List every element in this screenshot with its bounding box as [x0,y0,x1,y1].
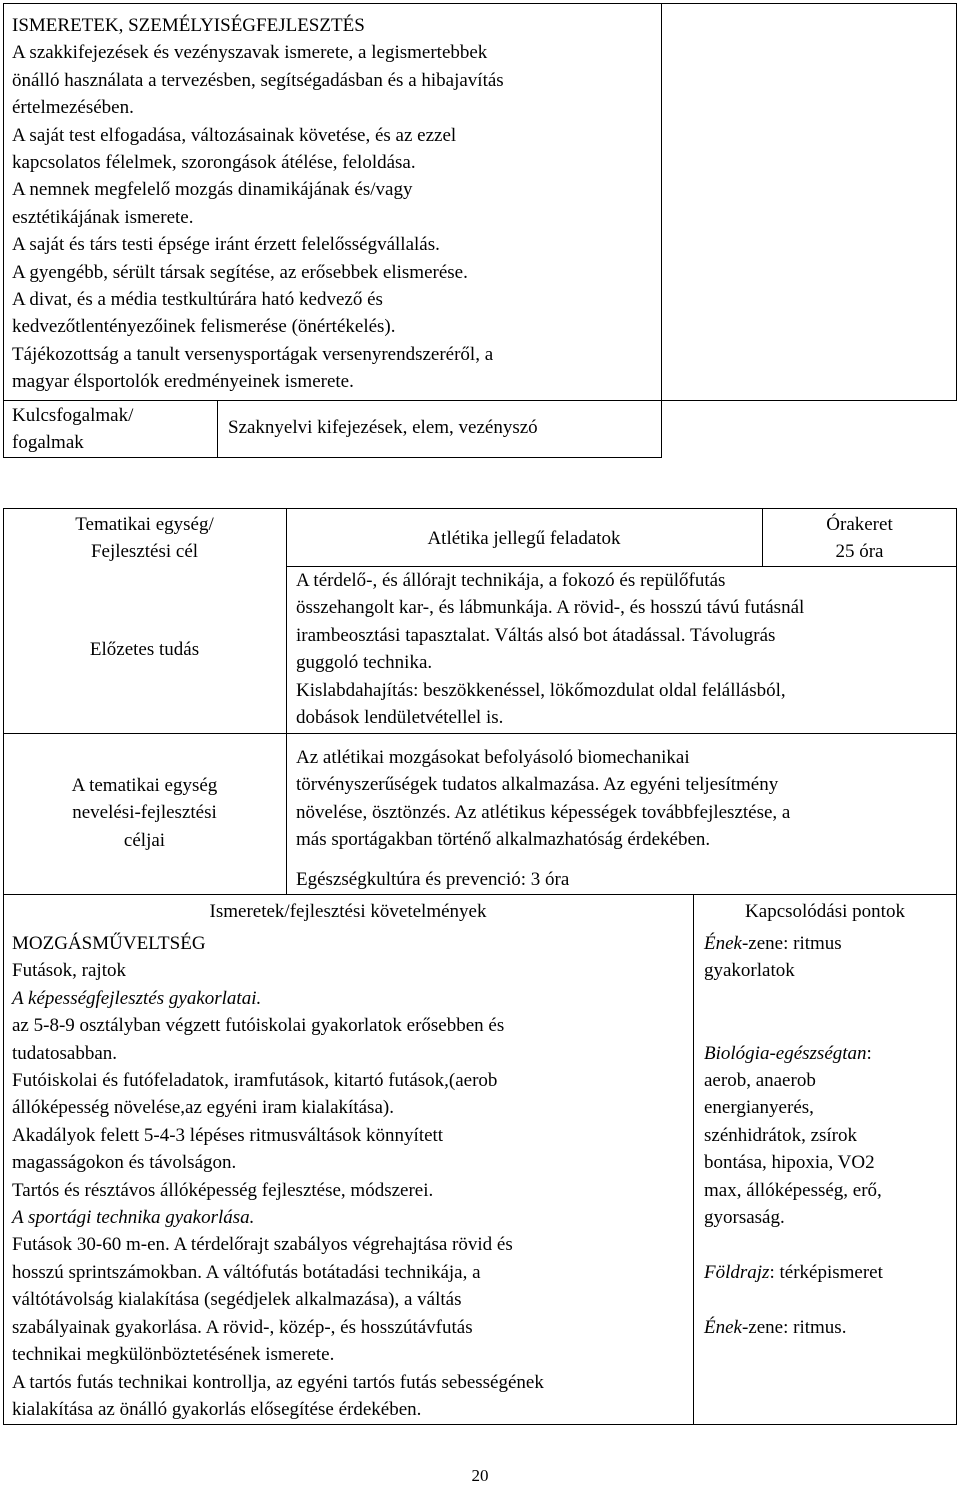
link-line: max, állóképesség, erő, [704,1179,882,1201]
text-line: Tájékozottság a tanult versenysportágak versenyrendszeréről, a [12,343,494,365]
key-concepts-label-line: fogalmak [12,432,84,454]
text-line: A saját és társ testi épsége iránt érzett felelősségvállalás. [12,234,440,256]
links-header: Kapcsolódási pontok [745,901,905,922]
text-line: kapcsolatos félelmek, szorongások átélése, feloldása. [12,152,416,174]
key-concepts-label-line: Kulcsfogalmak/ [12,405,134,426]
section-heading: ISMERETEK, SZEMÉLYISÉGFEJLESZTÉS [12,15,365,36]
key-concepts-value: Szaknyelvi kifejezések, elem, vezényszó [228,417,538,438]
prior-knowledge-label: Előzetes tudás [89,639,200,660]
text-line: önálló használata a tervezésben, segítségadásban és a hibajavítás [12,69,504,91]
link-line: Ének-zene: ritmus. [704,1316,847,1338]
text-line: értelmezésében. [12,97,134,119]
hours-cell [762,511,957,566]
link-line: gyorsaság. [704,1207,785,1229]
text-line: A nemnek megfelelő mozgás dinamikájának és/vagy [12,179,413,201]
top-table-right-cell [661,3,957,401]
text-line: A szakkifejezések és vezényszavak ismerete, a legismertebbek [12,42,488,64]
link-line: aerob, anaerob [704,1070,816,1092]
text-line: A gyengébb, sérült társak segítése, az erősebbek elismerése. [12,261,468,283]
hours-value: 25 óra [835,541,884,563]
link-line: Ének-zene: ritmus [704,933,842,954]
goals-text: Az atlétikai mozgásokat befolyásoló biomechanikai törvényszerűségek tudatos alkalmazása. Az egyéni teljesítmény növelése, ösztönzés. Az atlétikus képességek továbbfejlesztése, a más sportágakban történő alkalmazhatóság érdekében. [296,747,791,851]
links-divider [693,894,694,1425]
link-line: energianyerés, [704,1097,814,1119]
text-line: kedvezőtlentényezőinek felismerése (önértékelés). [12,316,396,338]
hours-label: Órakeret [826,514,893,535]
requirements-text: MOZGÁSMŰVELTSÉG Futások, rajtok A képességfejlesztés gyakorlatai. az 5-8-9 osztályban végzett futóiskolai gyakorlatok erősebben és tudatosabban. Futóiskolai és futófeladatok, iramfutások, kitartó futások,(aerob állóképesség növelése,az egyéni iram kialakítása). Akadályok felett 5-4-3 lépéses ritmusváltások könnyített magasságokon és távolságon. Tartós és résztávos állóképesség fejlesztése, módszerei. A sportági technika gyakorlása. Futások 30-60 m-en. A térdelőrajt szabályos végrehajtása rövid és hosszú sprintszámokban. A váltófutás botátadási technikája, a váltótávolság kialakítása (segédjelek alkalmazása), a váltás szabályainak gyakorlása. A rövid-, közép-, és hosszútávfutás technikai megkülönböztetésének ismerete. A tartós futás technikai kontrollja, az egyéni tartós futás sebességének kialakítása az önálló gyakorlás elősegítése érdekében. [12,933,544,1420]
page-number: 20 [471,1466,489,1485]
top-table-divider [3,400,662,401]
key-divider [217,400,218,458]
key-concepts-label [12,402,212,457]
unit-label: Tematikai egység/ Fejlesztési cél [75,514,214,563]
text-line: esztétikájának ismerete. [12,206,194,228]
text-line: magyar élsportolók eredményeinek ismerete. [12,371,354,393]
requirements-header: Ismeretek/fejlesztési követelmények [209,901,487,922]
unit-title: Atlétika jellegű feladatok [427,528,621,549]
link-line: bontása, hipoxia, VO2 [704,1152,875,1174]
goals-emphasis: Egészségkultúra és prevenció: 3 óra [296,869,570,890]
text-line: A saját test elfogadása, változásainak követése, és az ezzel [12,124,457,146]
top-table-content [12,12,657,396]
link-line: gyakorlatok [704,960,795,982]
prior-knowledge-text: A térdelő-, és állórajt technikája, a fokozó és repülőfutás összehangolt kar-, és lábmunkája. A rövid-, és hosszú távú futásnál irambeosztási tapasztalat. Váltás alsó bot átadással. Távolugrás guggoló technika. Kislabdahajítás: beszökkenéssel, lökőmozdulat oldal felállásból, dobások lendületvétellel is. [296,570,805,729]
goals-label: A tematikai egység nevelési-fejlesztési céljai [71,775,218,851]
prior-row-divider [3,733,957,734]
link-line: Földrajz: térképismeret [704,1261,883,1283]
goals-row-divider [3,894,957,895]
link-line: szénhidrátok, zsírok [704,1124,858,1146]
links-text [704,930,952,1341]
link-line: Biológia-egészségtan: [704,1042,872,1064]
text-line: A divat, és a média testkultúrára ható kedvező és [12,289,383,311]
